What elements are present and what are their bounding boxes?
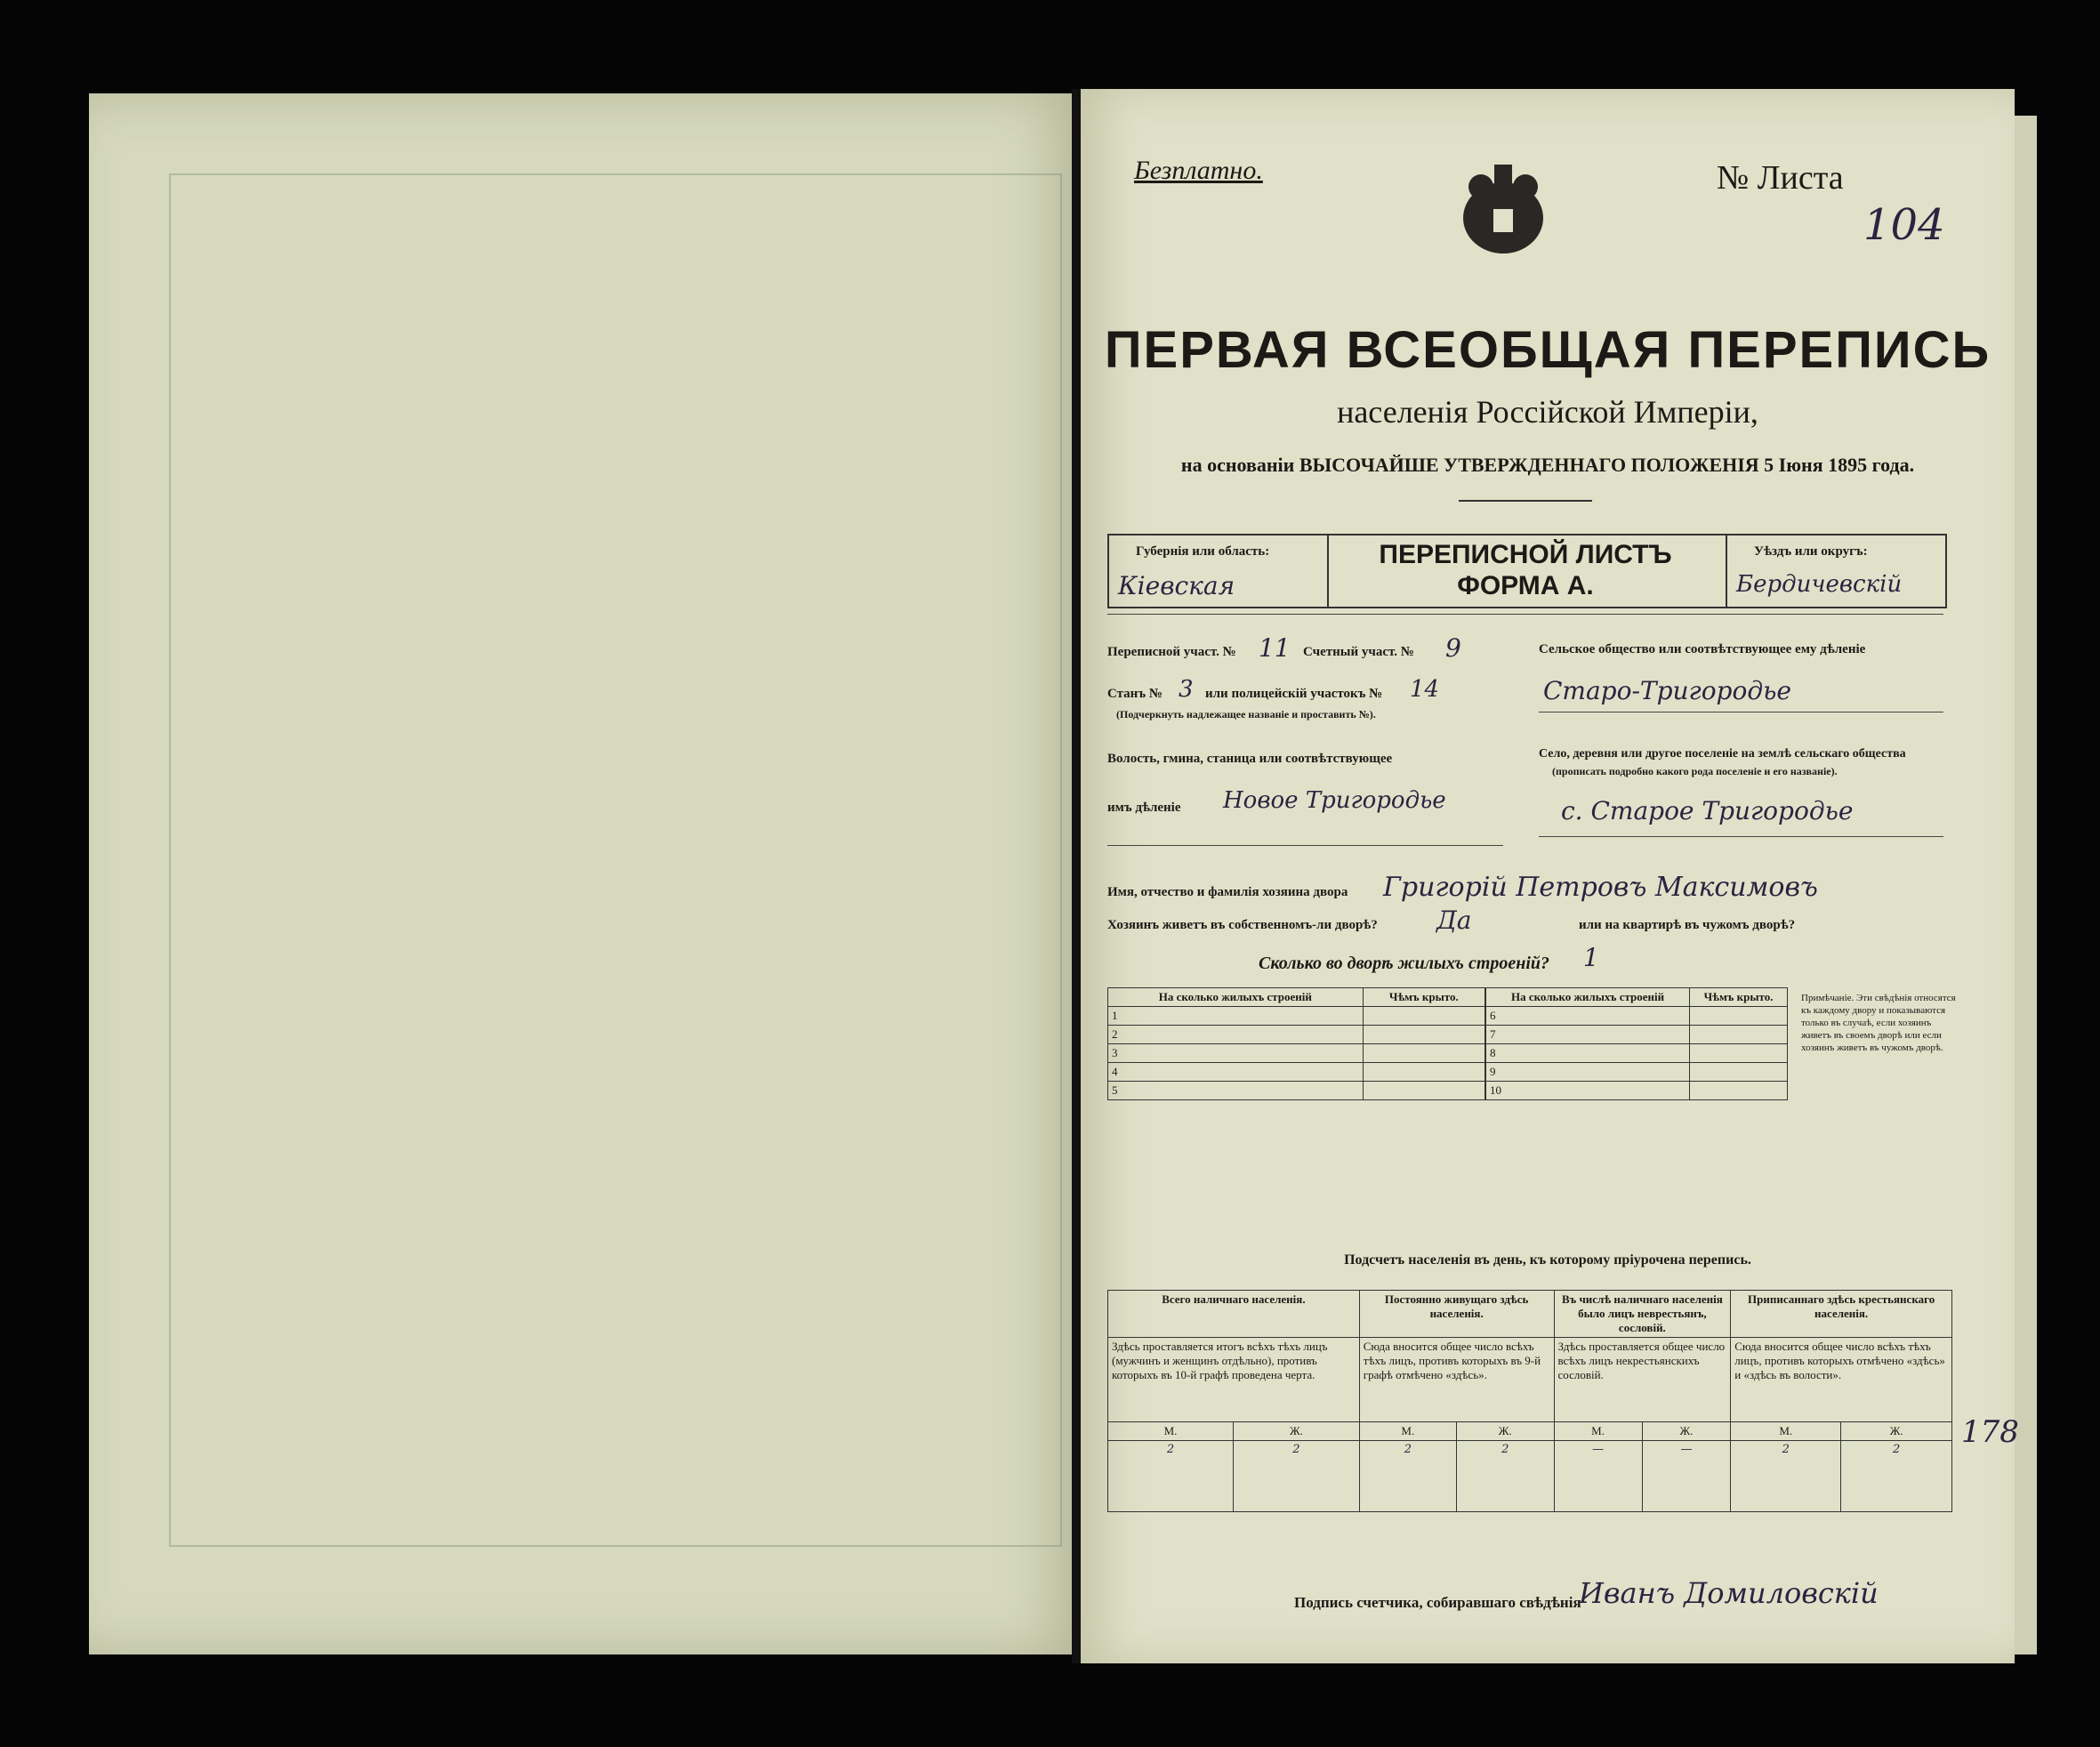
count-section-label: Счетный участ. № bbox=[1303, 645, 1414, 659]
margin-note: 178 bbox=[1961, 1414, 2019, 1450]
male-header: М. bbox=[1554, 1422, 1642, 1441]
society-label: Сельское общество или соотвѣтствующее ему дѣленіе bbox=[1539, 642, 1866, 656]
rented-label: или на квартирѣ въ чужомъ дворѣ? bbox=[1579, 918, 1796, 932]
table-row: 5 bbox=[1108, 1082, 1364, 1100]
table-row: 2 bbox=[1108, 1026, 1364, 1044]
registered-female: 2 bbox=[1841, 1441, 1952, 1512]
village-line bbox=[1539, 836, 1943, 837]
census-section-value: 11 bbox=[1259, 633, 1291, 663]
population-title: Подсчетъ населенія въ день, къ которому пріурочена перепись. bbox=[1344, 1252, 1751, 1268]
subtitle: населенія Россійской Имперіи, bbox=[1337, 394, 1758, 430]
signature-value: Иванъ Домиловскій bbox=[1579, 1576, 1879, 1610]
count-section-value: 9 bbox=[1445, 633, 1461, 663]
village-note: (прописать подробно какого рода поселеніе и его названіе). bbox=[1552, 765, 1838, 777]
group-registered: Приписаннаго здѣсь крестьянскаго населенія. bbox=[1731, 1291, 1952, 1338]
female-header: Ж. bbox=[1841, 1422, 1952, 1441]
non-peasant-male: — bbox=[1554, 1441, 1642, 1512]
header-rule bbox=[1107, 614, 1943, 615]
owner-value: Григорій Петровъ Максимовъ bbox=[1383, 872, 1818, 903]
owner-label: Имя, отчество и фамилія хозяина двора bbox=[1107, 885, 1348, 899]
group-desc: Здѣсь проставляется итогъ всѣхъ тѣхъ лицъ (мужчинъ и женщинъ отдѣльно), противъ которыхъ въ 10-й графѣ проведена черта. bbox=[1108, 1338, 1360, 1422]
group-non-peasant: Въ числѣ наличнаго населенія было лицъ неврестьянъ, сословій. bbox=[1554, 1291, 1731, 1338]
own-house-value: Да bbox=[1436, 906, 1472, 935]
buildings-col-number: На сколько жилыхъ строеній bbox=[1486, 988, 1690, 1007]
permanent-female: 2 bbox=[1456, 1441, 1554, 1512]
form-letter: ФОРМА А. bbox=[1457, 571, 1594, 600]
form-title: ПЕРЕПИСНОЙ ЛИСТЪ bbox=[1379, 540, 1672, 569]
total-female: 2 bbox=[1234, 1441, 1360, 1512]
group-desc: Сюда вносится общее число всѣхъ тѣхъ лицъ, противъ которыхъ въ 9-й графѣ отмѣчено «здѣсь». bbox=[1359, 1338, 1554, 1422]
group-permanent: Постоянно живущаго здѣсь населенія. bbox=[1359, 1291, 1554, 1338]
camp-value: 3 bbox=[1179, 676, 1194, 703]
census-form-page bbox=[1081, 89, 2019, 1663]
sheet-number-label: № Листа bbox=[1717, 159, 1844, 197]
table-row: 3 bbox=[1108, 1044, 1364, 1063]
province-value: Кіевская bbox=[1118, 571, 1235, 600]
table-row: 10 bbox=[1486, 1082, 1690, 1100]
permanent-male: 2 bbox=[1359, 1441, 1456, 1512]
table-row: 7 bbox=[1486, 1026, 1690, 1044]
sheet-number-value: 104 bbox=[1863, 200, 1945, 250]
ornament-divider bbox=[1459, 500, 1592, 502]
census-section-label: Переписной участ. № bbox=[1107, 645, 1236, 659]
table-row: 1 bbox=[1108, 1007, 1364, 1026]
faint-grid bbox=[169, 173, 1062, 1547]
volost-label-2: имъ дѣленіе bbox=[1107, 801, 1181, 815]
table-row: 9 bbox=[1486, 1063, 1690, 1082]
buildings-col-roof: Чѣмъ крыто. bbox=[1363, 988, 1484, 1007]
police-value: 14 bbox=[1410, 676, 1440, 703]
female-header: Ж. bbox=[1456, 1422, 1554, 1441]
volost-label: Волость, гмина, станица или соотвѣтствующее bbox=[1107, 752, 1393, 766]
society-value: Старо-Тригородье bbox=[1543, 676, 1791, 705]
buildings-label: Сколько во дворѣ жилыхъ строеній? bbox=[1259, 954, 1550, 973]
camp-note: (Подчеркнуть надлежащее названіе и проставить №). bbox=[1116, 708, 1376, 721]
form-title-box bbox=[1325, 534, 1726, 608]
village-value: с. Старое Тригородье bbox=[1561, 796, 1854, 825]
own-house-label: Хозяинъ живетъ въ собственномъ-ли дворѣ? bbox=[1107, 918, 1378, 932]
buildings-value: 1 bbox=[1583, 943, 1599, 972]
district-label: Уѣздъ или округъ: bbox=[1754, 544, 1868, 559]
female-header: Ж. bbox=[1234, 1422, 1360, 1441]
signature-label: Подпись счетчика, собиравшаго свѣдѣнія bbox=[1294, 1594, 1581, 1611]
buildings-col-number: На сколько жилыхъ строеній bbox=[1108, 988, 1364, 1007]
buildings-note: Примѣчаніе. Эти свѣдѣнія относятся къ каждому двору и показываются только въ случаѣ, если хозяинъ живетъ въ своемъ дворѣ или если хозяинъ живетъ въ чужомъ дворѣ. bbox=[1801, 993, 1956, 1053]
legal-basis: на основаніи ВЫСОЧАЙШЕ УТВЕРЖДЕННАГО ПОЛОЖЕНІЯ 5 Іюня 1895 года. bbox=[1180, 454, 1915, 476]
total-male: 2 bbox=[1108, 1441, 1234, 1512]
male-header: М. bbox=[1108, 1422, 1234, 1441]
male-header: М. bbox=[1359, 1422, 1456, 1441]
table-row: 8 bbox=[1486, 1044, 1690, 1063]
police-label: или полицейскій участокъ № bbox=[1205, 687, 1383, 701]
double-headed-eagle-emblem bbox=[1454, 160, 1552, 267]
buildings-col-roof: Чѣмъ крыто. bbox=[1690, 988, 1788, 1007]
group-desc: Здѣсь проставляется общее число всѣхъ лицъ некрестьянскихъ сословій. bbox=[1554, 1338, 1731, 1422]
free-label: Безплатно. bbox=[1134, 156, 1263, 185]
non-peasant-female: — bbox=[1642, 1441, 1731, 1512]
volost-line bbox=[1107, 845, 1503, 846]
buildings-table-left bbox=[1107, 987, 1485, 1100]
main-title: ПЕРВАЯ ВСЕОБЩАЯ ПЕРЕПИСЬ bbox=[1104, 321, 1991, 379]
table-row: 4 bbox=[1108, 1063, 1364, 1082]
buildings-table-right bbox=[1485, 987, 1788, 1100]
province-box bbox=[1107, 534, 1329, 608]
district-box bbox=[1726, 534, 1947, 608]
district-value: Бердичевскій bbox=[1736, 571, 1903, 598]
female-header: Ж. bbox=[1642, 1422, 1731, 1441]
province-label: Губернія или область: bbox=[1136, 544, 1270, 559]
camp-label: Станъ № bbox=[1107, 687, 1163, 701]
group-total: Всего наличнаго населенія. bbox=[1108, 1291, 1360, 1338]
left-page bbox=[89, 93, 1081, 1654]
male-header: М. bbox=[1731, 1422, 1841, 1441]
table-row: 6 bbox=[1486, 1007, 1690, 1026]
population-table bbox=[1107, 1290, 1952, 1512]
group-desc: Сюда вносится общее число всѣхъ тѣхъ лицъ, противъ которыхъ отмѣчено «здѣсь» и «здѣсь въ волости». bbox=[1731, 1338, 1952, 1422]
volost-value: Новое Тригородье bbox=[1223, 787, 1446, 814]
registered-male: 2 bbox=[1731, 1441, 1841, 1512]
village-label: Село, деревня или другое поселеніе на землѣ сельскаго общества bbox=[1539, 747, 1906, 761]
